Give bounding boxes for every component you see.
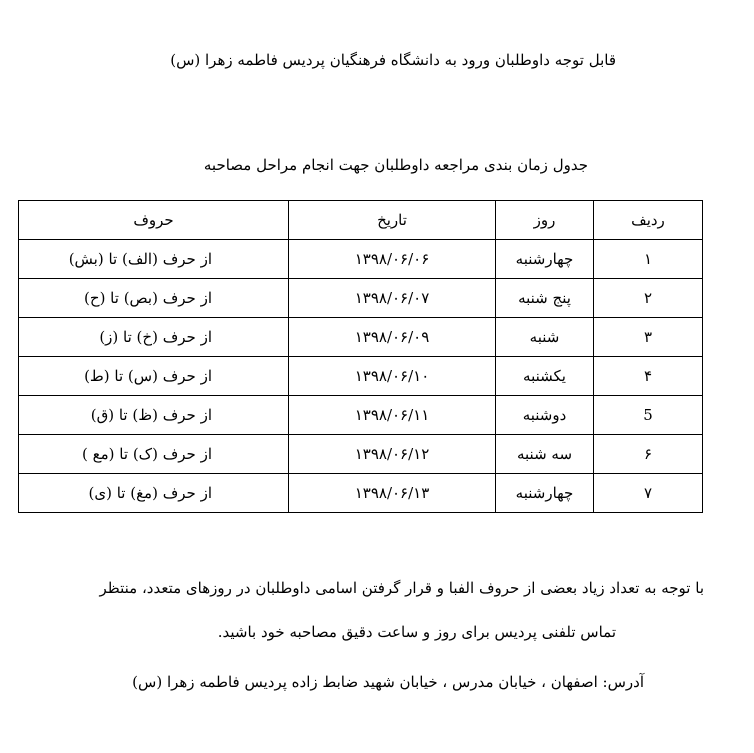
row-number-cell: ۲ (594, 279, 703, 318)
header-day: روز (496, 201, 594, 240)
date-cell: ۱۳۹۸/۰۶/۰۹ (289, 318, 496, 357)
row-number-cell: ۱ (594, 240, 703, 279)
table-row (19, 357, 703, 396)
notice-heading: قابل توجه داوطلبان ورود به دانشگاه فرهنگیان پردیس فاطمه زهرا (س) (170, 51, 616, 69)
date-cell: ۱۳۹۸/۰۶/۰۶ (289, 240, 496, 279)
table-row (19, 474, 703, 513)
letters-cell: از حرف (ک) تا (مع ) (19, 435, 289, 474)
footer-note-line-1: با توجه به تعداد زیاد بعضی از حروف الفبا و قرار گرفتن اسامی داوطلبان در روزهای متعدد، منتظر (99, 579, 704, 597)
day-cell: شنبه (496, 318, 594, 357)
header-letters: حروف (19, 201, 289, 240)
date-cell: ۱۳۹۸/۰۶/۱۲ (289, 435, 496, 474)
date-cell: ۱۳۹۸/۰۶/۱۰ (289, 357, 496, 396)
header-date: تاریخ (289, 201, 496, 240)
row-number-cell: ۶ (594, 435, 703, 474)
table-row (19, 318, 703, 357)
day-cell: سه شنبه (496, 435, 594, 474)
table-row (19, 240, 703, 279)
day-cell: چهارشنبه (496, 240, 594, 279)
letters-cell: از حرف (مغ) تا (ی) (19, 474, 289, 513)
row-number-cell: ۷ (594, 474, 703, 513)
date-cell: ۱۳۹۸/۰۶/۱۳ (289, 474, 496, 513)
row-number-cell: ۴ (594, 357, 703, 396)
day-cell: پنج شنبه (496, 279, 594, 318)
table-row (19, 279, 703, 318)
address-text: آدرس: اصفهان ، خیابان مدرس ، خیابان شهید ضابط زاده پردیس فاطمه زهرا (س) (132, 673, 644, 691)
header-row-number: ردیف (594, 201, 703, 240)
schedule-table (18, 200, 703, 513)
day-cell: چهارشنبه (496, 474, 594, 513)
letters-cell: از حرف (ظ) تا (ق) (19, 396, 289, 435)
letters-cell: از حرف (خ) تا (ز) (19, 318, 289, 357)
day-cell: دوشنبه (496, 396, 594, 435)
letters-cell: از حرف (الف) تا (بش) (19, 240, 289, 279)
row-number-cell: 5 (594, 396, 703, 435)
letters-cell: از حرف (بص) تا (ح) (19, 279, 289, 318)
row-number-cell: ۳ (594, 318, 703, 357)
table-header-row (19, 201, 703, 240)
table-row (19, 396, 703, 435)
date-cell: ۱۳۹۸/۰۶/۱۱ (289, 396, 496, 435)
table-title: جدول زمان بندی مراجعه داوطلبان جهت انجام مراحل مصاحبه (203, 156, 588, 174)
date-cell: ۱۳۹۸/۰۶/۰۷ (289, 279, 496, 318)
footer-note-line-2: تماس تلفنی پردیس برای روز و ساعت دقیق مصاحبه خود باشید. (217, 623, 616, 641)
day-cell: یکشنبه (496, 357, 594, 396)
letters-cell: از حرف (س) تا (ط) (19, 357, 289, 396)
table-row (19, 435, 703, 474)
